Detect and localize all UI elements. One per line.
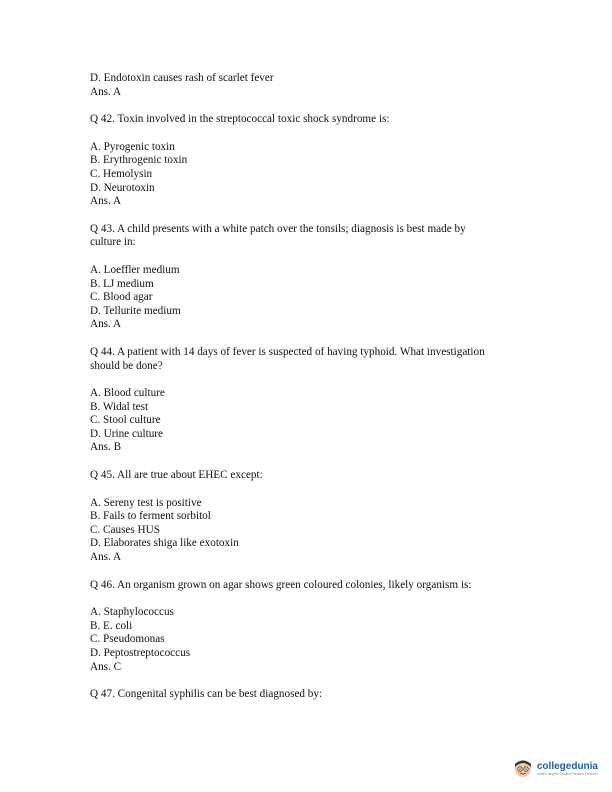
question-45: Q 45. All are true about EHEC except: (90, 469, 263, 482)
option-a: A. Staphylococcus (90, 606, 174, 619)
answer: Ans. C (90, 660, 122, 673)
question-44-line1: Q 44. A patient with 14 days of fever is suspected of having typhoid. What investigation (90, 345, 485, 358)
option-d: D. Endotoxin causes rash of scarlet fever (90, 72, 274, 84)
option-b: B. Erythrogenic toxin (90, 154, 188, 167)
document-page (90, 72, 530, 702)
option-c: C. Pseudomonas (90, 633, 165, 646)
answer: Ans. A (90, 195, 122, 208)
option-a: A. Loeffler medium (90, 263, 180, 276)
option-d: D. Elaborates shiga like exotoxin (90, 537, 239, 550)
option-b: B. E. coli (90, 619, 133, 632)
answer: Ans. A (90, 551, 122, 564)
option-a: A. Pyrogenic toxin (90, 140, 175, 153)
brand-name: collegedunia (536, 760, 598, 772)
option-b: B. LJ medium (90, 277, 154, 290)
question-47: Q 47. Congenital syphilis can be best diagnosed by: (90, 688, 323, 701)
option-b: B. Fails to ferment sorbitol (90, 510, 211, 523)
option-a: A. Sereny test is positive (90, 496, 202, 509)
option-c: C. Blood agar (90, 291, 153, 304)
option-d: D. Urine culture (90, 427, 164, 440)
option-d: D. Neurotoxin (90, 181, 155, 194)
question-43-line2: culture in: (90, 236, 136, 249)
option-c: C. Causes HUS (90, 523, 160, 536)
question-43-line1: Q 43. A child presents with a white patch over the tonsils; diagnosis is best made by (90, 222, 466, 235)
answer: Ans. B (90, 441, 122, 454)
mascot-icon (513, 758, 533, 778)
option-d: D. Peptostreptococcus (90, 647, 191, 659)
option-d: D. Tellurite medium (90, 304, 181, 317)
brand-logo (513, 758, 598, 778)
answer: Ans. A (90, 318, 122, 331)
option-c: C. Hemolysin (90, 167, 153, 180)
question-42: Q 42. Toxin involved in the streptococcal toxic shock syndrome is: (90, 113, 390, 126)
answer: Ans. A (90, 85, 122, 98)
question-44-line2: should be done? (90, 359, 163, 372)
option-b: B. Widal test (90, 400, 149, 413)
option-a: A. Blood culture (90, 387, 165, 400)
question-46: Q 46. An organism grown on agar shows green coloured colonies, likely organism is: (90, 578, 472, 591)
brand-tagline: India's largest Student Review Platform (536, 771, 598, 776)
option-c: C. Stool culture (90, 414, 161, 427)
